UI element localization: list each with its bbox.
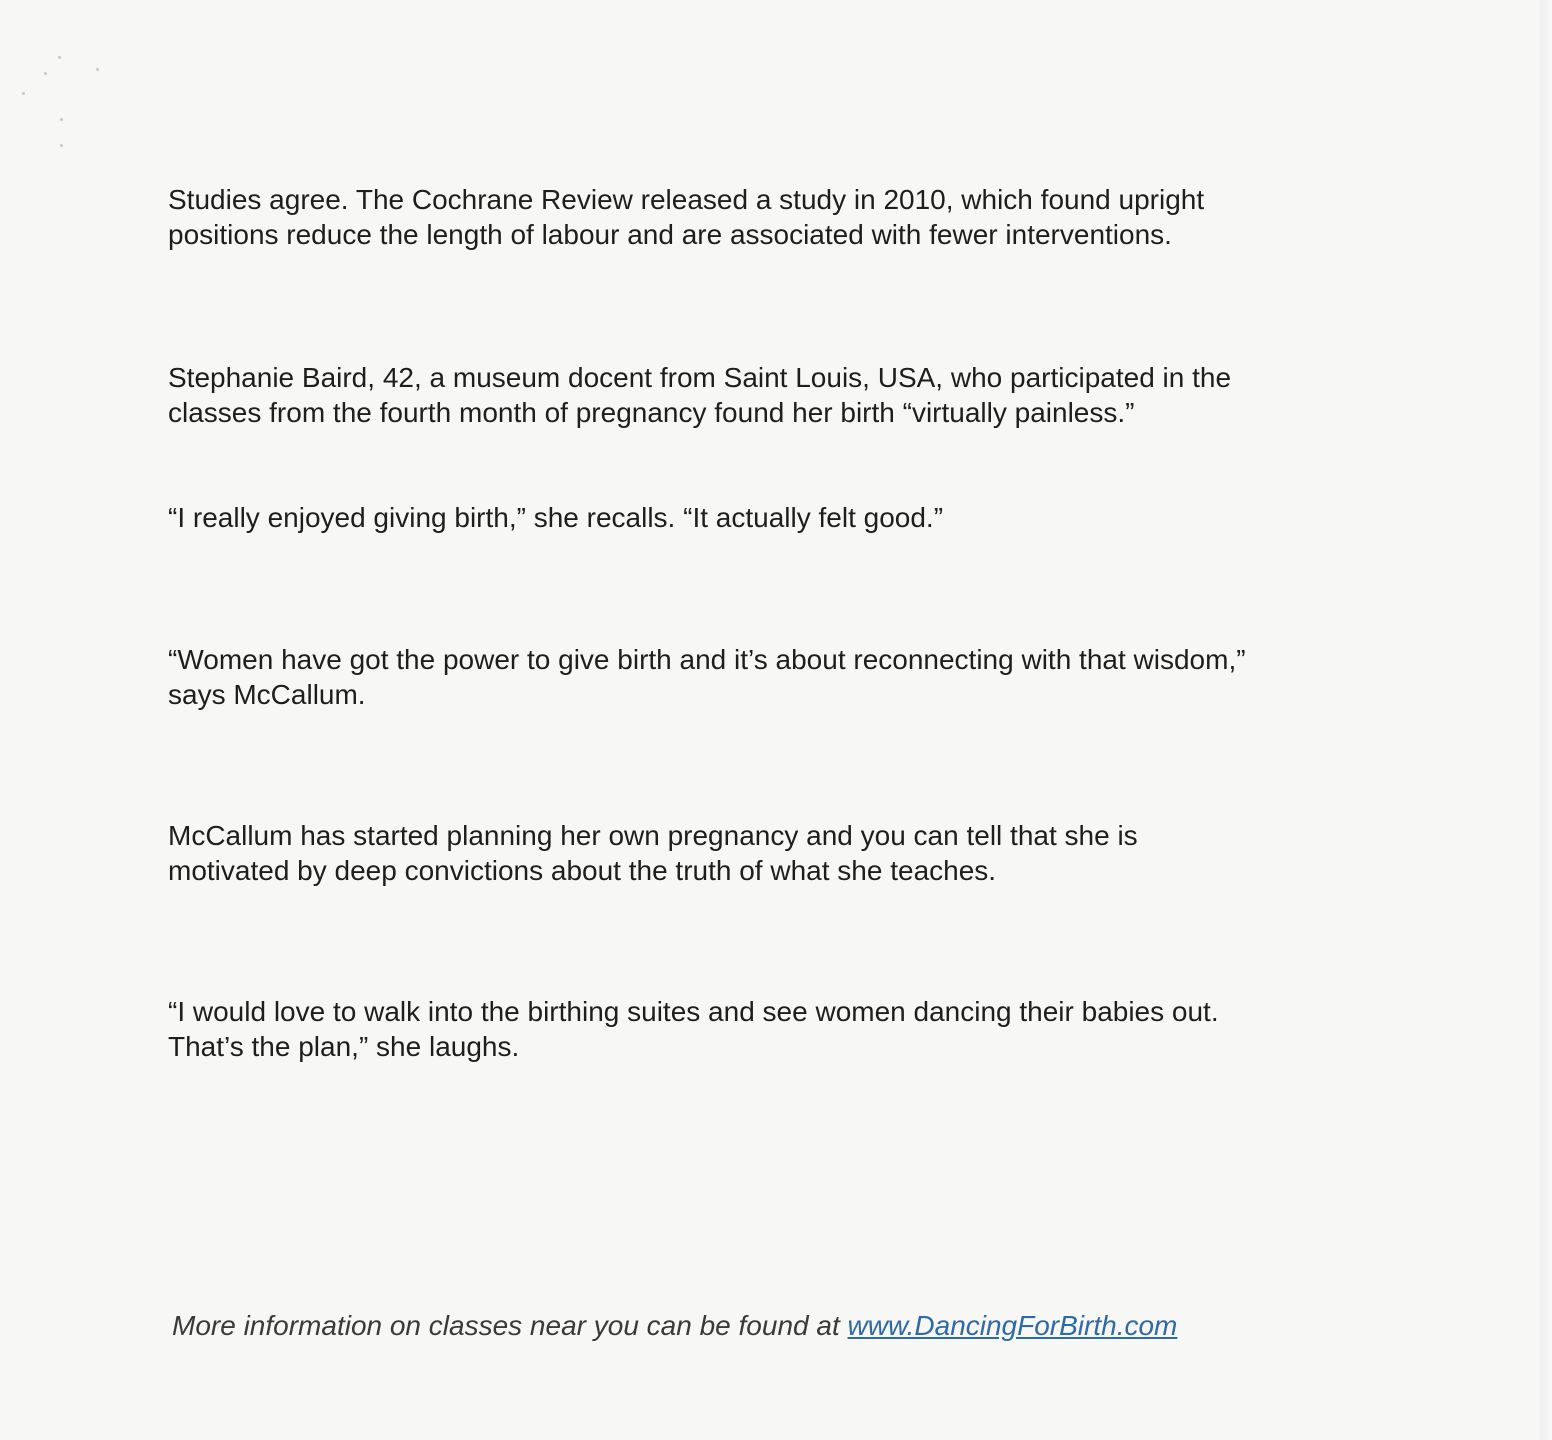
paragraph-line: Studies agree. The Cochrane Review released a study in 2010, which found upright [168, 184, 1205, 215]
paragraph-line: “I would love to walk into the birthing suites and see women dancing their babies out. [168, 996, 1219, 1027]
paragraph-quote-plan [168, 994, 1219, 1064]
paragraph-line: motivated by deep convictions about the truth of what she teaches. [168, 855, 997, 886]
paper-speck [58, 56, 61, 59]
footer-info [172, 1308, 1177, 1343]
website-link[interactable]: www.DancingForBirth.com [847, 1310, 1178, 1341]
paragraph-line: says McCallum. [168, 679, 366, 710]
paragraph-quote-enjoyed [168, 500, 943, 535]
page-edge [1540, 0, 1552, 1440]
paragraph-line: “I really enjoyed giving birth,” she recalls. “It actually felt good.” [168, 502, 944, 533]
paper-speck [96, 68, 99, 71]
paper-speck [60, 118, 63, 121]
footer-text: More information on classes near you can be found at [172, 1310, 848, 1341]
paragraph-quote-power [168, 642, 1246, 712]
paragraph-line: McCallum has started planning her own pregnancy and you can tell that she is [168, 820, 1138, 851]
paragraph-line: “Women have got the power to give birth and it’s about reconnecting with that wisdom,” [168, 644, 1246, 675]
paper-speck [22, 92, 25, 95]
paragraph-line: classes from the fourth month of pregnancy found her birth “virtually painless.” [168, 397, 1135, 428]
paragraph-study [168, 182, 1204, 252]
paragraph-mccallum-planning [168, 818, 1138, 888]
paragraph-line: positions reduce the length of labour and are associated with fewer interventions. [168, 219, 1172, 250]
paper-speck [44, 72, 47, 75]
paragraph-line: Stephanie Baird, 42, a museum docent from Saint Louis, USA, who participated in the [168, 362, 1232, 393]
paragraph-baird [168, 360, 1231, 430]
paragraph-line: That’s the plan,” she laughs. [168, 1031, 520, 1062]
paper-speck [60, 144, 63, 147]
